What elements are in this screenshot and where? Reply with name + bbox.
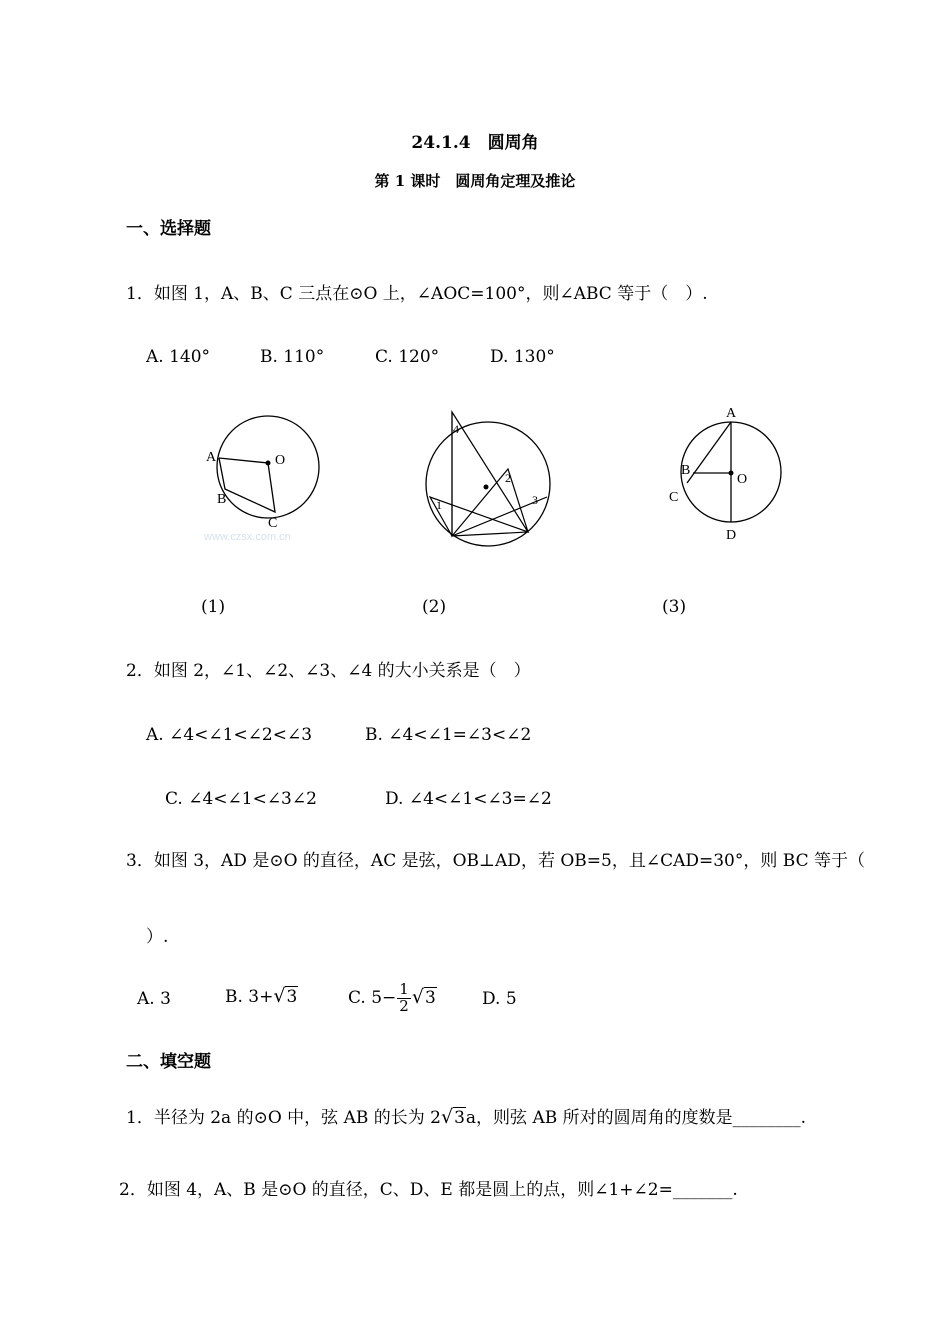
fig2-label-4: 4 — [453, 422, 459, 436]
q3-option-c-prefix: C. 5− — [348, 987, 397, 1008]
fraction-denominator: 2 — [399, 996, 409, 1015]
q3-option-a: A. 3 — [137, 989, 171, 1009]
fig2-label-2: 2 — [505, 471, 511, 485]
fill-question-1 — [126, 1108, 806, 1127]
sqrt-symbol: √3 — [273, 985, 298, 1007]
fill-q1-radicand: 3 — [454, 1108, 465, 1128]
figure-2 — [415, 405, 565, 550]
q1-option-d: D. 130° — [490, 347, 555, 367]
q3-option-d: D. 5 — [482, 989, 517, 1009]
fig1-label-b: B — [217, 492, 227, 507]
question-3-text-end: ）. — [146, 927, 169, 947]
fig2-circle — [426, 422, 550, 546]
page-title: 24.1.4 圆周角 — [411, 133, 539, 153]
fig3-label-b: B — [681, 463, 691, 478]
fig1-label-c: C — [268, 516, 278, 531]
sqrt-symbol: √3 — [440, 1106, 465, 1128]
question-2-text: 2．如图 2，∠1、∠2、∠3、∠4 的大小关系是（ ） — [126, 661, 531, 681]
figure-2-caption: (2) — [422, 597, 447, 617]
fig3-label-a: A — [726, 406, 737, 421]
fraction-numerator: 1 — [399, 980, 409, 998]
fig1-watermark: www.czsx.com.cn — [204, 531, 291, 543]
sqrt-symbol: √3 — [411, 985, 436, 1008]
q1-option-a: A. 140° — [146, 347, 211, 367]
fig3-center-point — [729, 471, 734, 476]
fig1-label-a: A — [206, 450, 217, 465]
fig2-label-3: 3 — [532, 493, 538, 507]
q2-option-d: D. ∠4<∠1<∠3=∠2 — [385, 789, 552, 809]
fig3-label-c: C — [669, 490, 679, 505]
figure-1 — [195, 400, 345, 550]
fig3-chord-ac — [687, 422, 731, 483]
question-3-text: 3．如图 3，AD 是⊙O 的直径，AC 是弦，OB⊥AD，若 OB=5，且∠CAD=30°，则 BC 等于（ — [126, 851, 865, 871]
fig3-label-o: O — [737, 472, 748, 487]
figure-1-caption: (1) — [201, 597, 226, 617]
q2-option-b: B. ∠4<∠1=∠3<∠2 — [365, 725, 532, 745]
q2-option-c: C. ∠4<∠1<∠3∠2 — [165, 789, 317, 809]
q2-option-a: A. ∠4<∠1<∠2<∠3 — [146, 725, 313, 745]
question-1-text: 1．如图 1，A、B、C 三点在⊙O 上，∠AOC=100°，则∠ABC 等于（ ）. — [126, 284, 708, 304]
fig3-label-d: D — [726, 528, 737, 543]
q3-option-b-prefix: B. 3+ — [225, 987, 274, 1007]
figure-3-caption: (3) — [662, 597, 687, 617]
fig2-center-point — [484, 485, 489, 490]
section-heading-choice: 一、选择题 — [126, 219, 211, 239]
fig2-lines — [430, 412, 547, 536]
fill-question-2: 2．如图 4，A、B 是⊙O 的直径，C、D、E 都是圆上的点，则∠1+∠2=_______. — [119, 1180, 738, 1200]
q3-option-c-radicand: 3 — [424, 987, 436, 1008]
fraction — [397, 982, 411, 1015]
fig1-label-o: O — [275, 453, 286, 468]
section-heading-fill: 二、填空题 — [126, 1052, 211, 1072]
page-subtitle: 第 1 课时 圆周角定理及推论 — [374, 172, 576, 190]
q1-option-c: C. 120° — [375, 347, 440, 367]
fill-q1-prefix: 1．半径为 2a 的⊙O 中，弦 AB 的长为 2 — [126, 1108, 441, 1128]
fig1-chords — [219, 458, 275, 512]
q3-option-b-radicand: 3 — [286, 987, 298, 1007]
figure-3 — [660, 398, 790, 548]
q1-option-b: B. 110° — [260, 347, 325, 367]
fig1-center-point — [266, 461, 271, 466]
fill-q1-suffix: a，则弦 AB 所对的圆周角的度数是________. — [465, 1108, 807, 1128]
fig2-label-1: 1 — [436, 498, 442, 512]
q3-option-b — [225, 987, 298, 1006]
q3-option-c — [348, 982, 437, 1015]
